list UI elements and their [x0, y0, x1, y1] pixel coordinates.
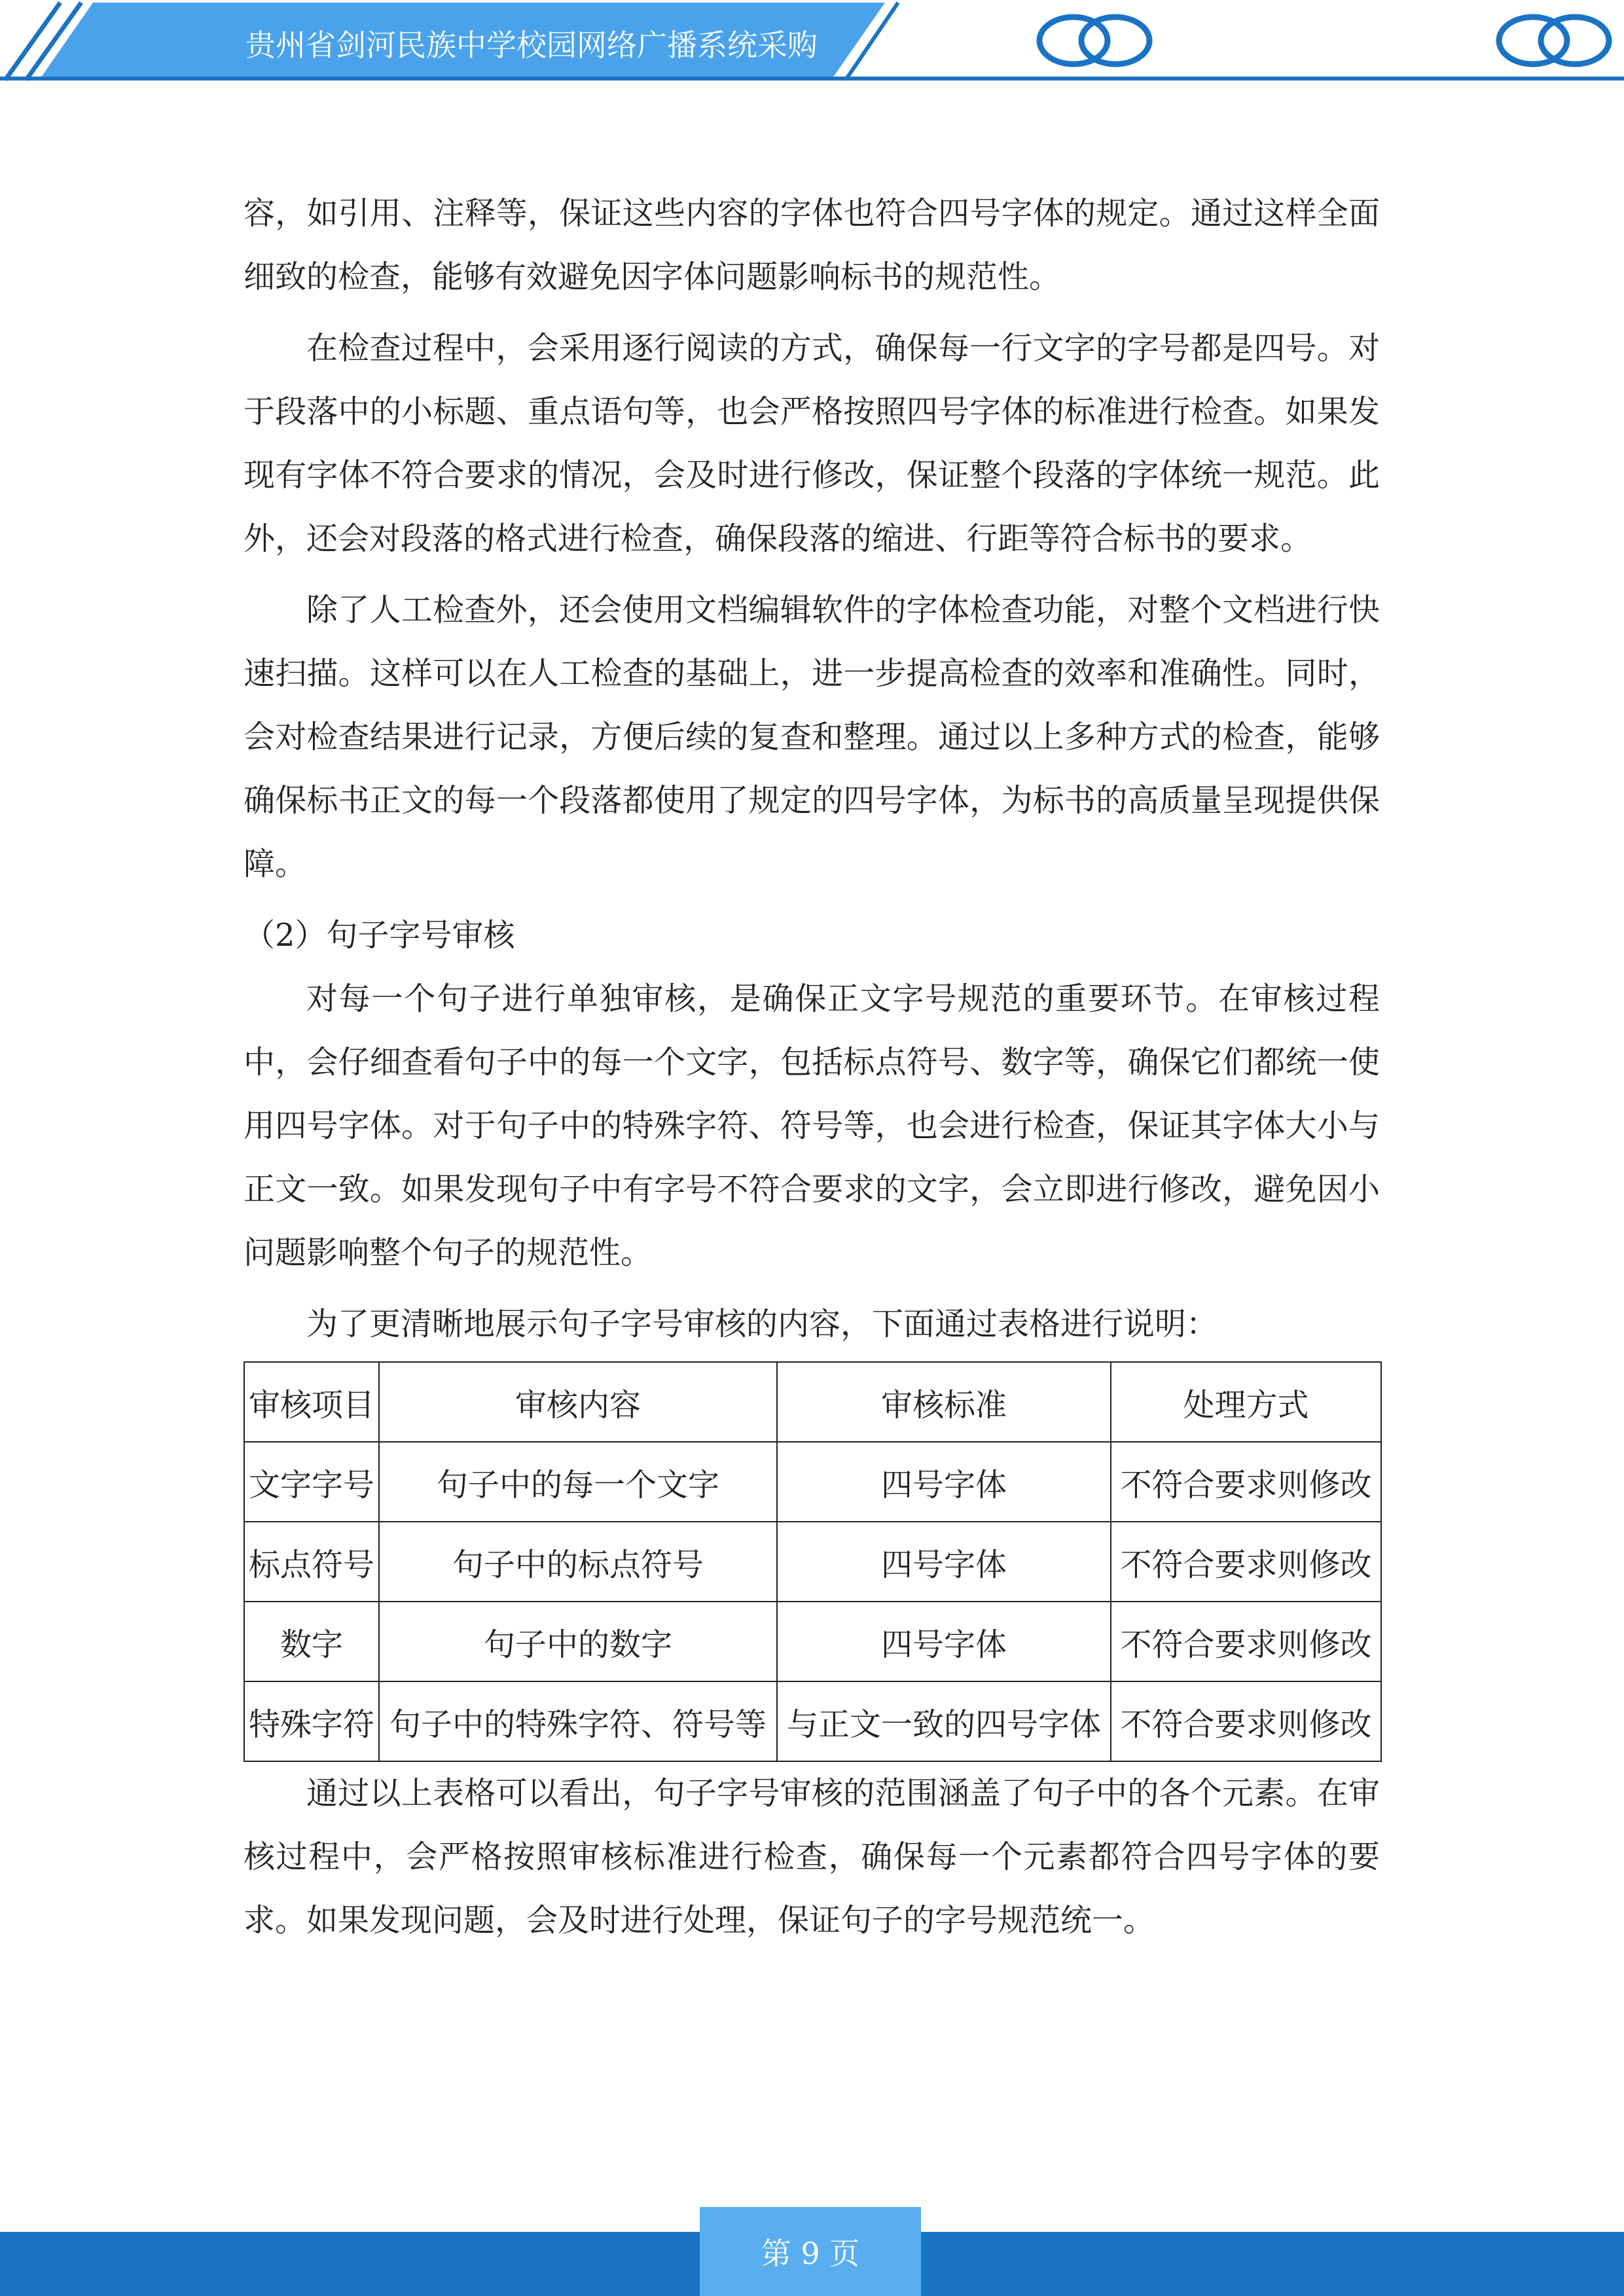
paragraph: 对每一个句子进行单独审核，是确保正文字号规范的重要环节。在审核过程中，会仔细查看句子中的每一个文字，包括标点符号、数字等，确保它们都统一使用四号字体。对于句子中的特殊字符、符号等，也会进行检查，保证其字体大小与正文一致。如果发现句子中有字号不符合要求的文字，会立即进行修改，避免因小问题影响整个句子的规范性。: [244, 980, 1380, 1271]
table-cell: 不符合要求则修改: [1111, 1522, 1381, 1602]
table-cell: 四号字体: [777, 1602, 1111, 1681]
page-number: 第 9 页: [700, 2207, 921, 2296]
paragraph: 为了更清晰地展示句子字号审核的内容，下面通过表格进行说明：: [306, 1306, 1218, 1342]
table-row: [244, 1602, 1381, 1681]
table-cell: 不符合要求则修改: [1111, 1681, 1381, 1761]
table-cell: 与正文一致的四号字体: [777, 1681, 1111, 1761]
table-header-cell: 处理方式: [1111, 1362, 1381, 1442]
table-cell: 标点符号: [244, 1522, 379, 1602]
table-cell: 句子中的特殊字符、符号等: [379, 1681, 777, 1761]
table-cell: 不符合要求则修改: [1111, 1602, 1381, 1681]
table-cell: 特殊字符: [244, 1681, 379, 1761]
paragraph: 容，如引用、注释等，保证这些内容的字体也符合四号字体的规定。通过这样全面细致的检查，能够有效避免因字体问题影响标书的规范性。: [244, 195, 1380, 295]
table-cell: 数字: [244, 1602, 379, 1681]
paragraph: 在检查过程中，会采用逐行阅读的方式，确保每一行文字的字号都是四号。对于段落中的小标题、重点语句等，也会严格按照四号字体的标准进行检查。如果发现有字体不符合要求的情况，会及时进行修改，保证整个段落的字体统一规范。此外，还会对段落的格式进行检查，确保段落的缩进、行距等符合标书的要求。: [244, 330, 1380, 557]
table-cell: 句子中的数字: [379, 1602, 777, 1681]
header-title: 贵州省剑河民族中学校园网络广播系统采购: [245, 27, 818, 63]
table-cell: 句子中的标点符号: [379, 1522, 777, 1602]
table-header-cell: 审核标准: [777, 1362, 1111, 1442]
paragraph: 除了人工检查外，还会使用文档编辑软件的字体检查功能，对整个文档进行快速扫描。这样可以在人工检查的基础上，进一步提高检查的效率和准确性。同时，会对检查结果进行记录，方便后续的复查和整理。通过以上多种方式的检查，能够确保标书正文的每一个段落都使用了规定的四号字体，为标书的高质量呈现提供保障。: [244, 592, 1380, 882]
table-row: [244, 1522, 1381, 1602]
double-ring-logo-icon: [1039, 17, 1149, 64]
table-cell: 四号字体: [777, 1442, 1111, 1522]
section-heading: （2）句子字号审核: [244, 917, 515, 954]
table-row: [244, 1681, 1381, 1761]
table-cell: 四号字体: [777, 1522, 1111, 1602]
table-header-row: [244, 1362, 1381, 1442]
table-cell: 句子中的每一个文字: [379, 1442, 777, 1522]
table-cell: 文字字号: [244, 1442, 379, 1522]
review-table: [244, 1361, 1382, 1762]
table-header-cell: 审核项目: [244, 1362, 379, 1442]
double-ring-logo-icon: [1499, 17, 1609, 64]
paragraph: 通过以上表格可以看出，句子字号审核的范围涵盖了句子中的各个元素。在审核过程中，会严格按照审核标准进行检查，确保每一个元素都符合四号字体的要求。如果发现问题，会及时进行处理，保证句子的字号规范统一。: [244, 1775, 1380, 1939]
page-header: [0, 0, 1624, 85]
table-cell: 不符合要求则修改: [1111, 1442, 1381, 1522]
table-header-cell: 审核内容: [379, 1362, 777, 1442]
document-body: [244, 182, 1380, 1952]
table-row: [244, 1442, 1381, 1522]
